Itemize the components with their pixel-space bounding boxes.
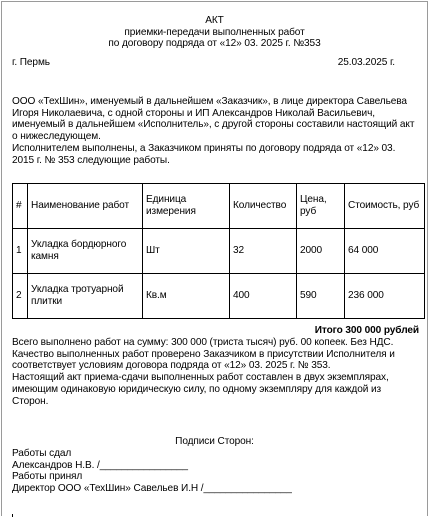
table-row [13, 274, 425, 319]
column-header: Количество [230, 184, 297, 229]
work-unit: Кв.м [143, 274, 230, 319]
work-quantity: 400 [230, 274, 297, 319]
intro-paragraph: ООО «ТехШин», именуемый в дальнейшем «Заказчик», в лице директора Савельева Игоря Николаевича, с одной стороны и ИП Александров Николай Васильевич, именуемый в дальнейшем «Исполнитель», с другой стороны составили настоящий акт о нижеследующем. [12, 96, 415, 143]
row-number: 2 [13, 274, 28, 319]
total-amount: Итого 300 000 рублей [314, 325, 419, 336]
intro-paragraph: Исполнителем выполнены, а Заказчиком приняты по договору подряда от «12» 03. 2015 г. № 353 следующие работы. [12, 142, 396, 166]
work-price: 590 [297, 274, 345, 319]
work-price: 2000 [297, 229, 345, 274]
city-date-row [12, 57, 395, 69]
document-title: АКТ [205, 15, 224, 26]
work-quantity: 32 [230, 229, 297, 274]
work-unit: Шт [143, 229, 230, 274]
contract-line: по договору подряда от «12» 03. 2025 г. №353 [108, 38, 321, 50]
table-header-row [13, 184, 425, 229]
signatures-block [12, 448, 292, 495]
row-number: 1 [13, 229, 28, 274]
work-cost: 236 000 [345, 274, 425, 319]
document-page [1, 1, 428, 516]
page-edge-mark [12, 514, 13, 517]
document-header [2, 15, 427, 50]
footer-text [12, 337, 417, 407]
signature-line: Работы сдал [12, 448, 72, 459]
work-cost: 64 000 [345, 229, 425, 274]
document-subtitle: приемки-передачи выполненных работ [124, 26, 305, 38]
column-header: Стоимость, руб [345, 184, 425, 229]
document-date: 25.03.2025 г. [337, 57, 395, 68]
work-name: Укладка бордюрного камня [28, 229, 143, 274]
column-header: Единица измерения [143, 184, 230, 229]
city: г. Пермь [12, 57, 50, 68]
column-header: Наименование работ [28, 184, 143, 229]
signature-line: Работы принял [12, 471, 83, 483]
column-header: # [13, 184, 28, 229]
footer-paragraph: Настоящий акт приема-сдачи выполненных работ составлен в двух экземплярах, имеющим одинаковую юридическую силу, по одному экземпляру для каждой из Сторон. [12, 372, 389, 407]
footer-paragraph: Всего выполнено работ на сумму: 300 000 (триста тысяч) руб. 00 копеек. Без НДС. [12, 337, 394, 348]
work-name: Укладка тротуарной плитки [28, 274, 143, 319]
column-header: Цена, руб [297, 184, 345, 229]
signatures-title: Подписи Сторон: [175, 436, 254, 447]
works-table [12, 183, 425, 319]
intro-text [12, 96, 417, 166]
signature-line: Александров Н.В. /________________ [12, 459, 188, 471]
footer-paragraph: Качество выполненных работ проверено Заказчиком в присутствии Исполнителя и соответствует условиям договора подряда от «12» 03. 2025 г. № 353. [12, 348, 395, 372]
signature-line: Директор ООО «ТехШин» Савельев И.Н /________________ [12, 483, 292, 495]
table-row [13, 229, 425, 274]
